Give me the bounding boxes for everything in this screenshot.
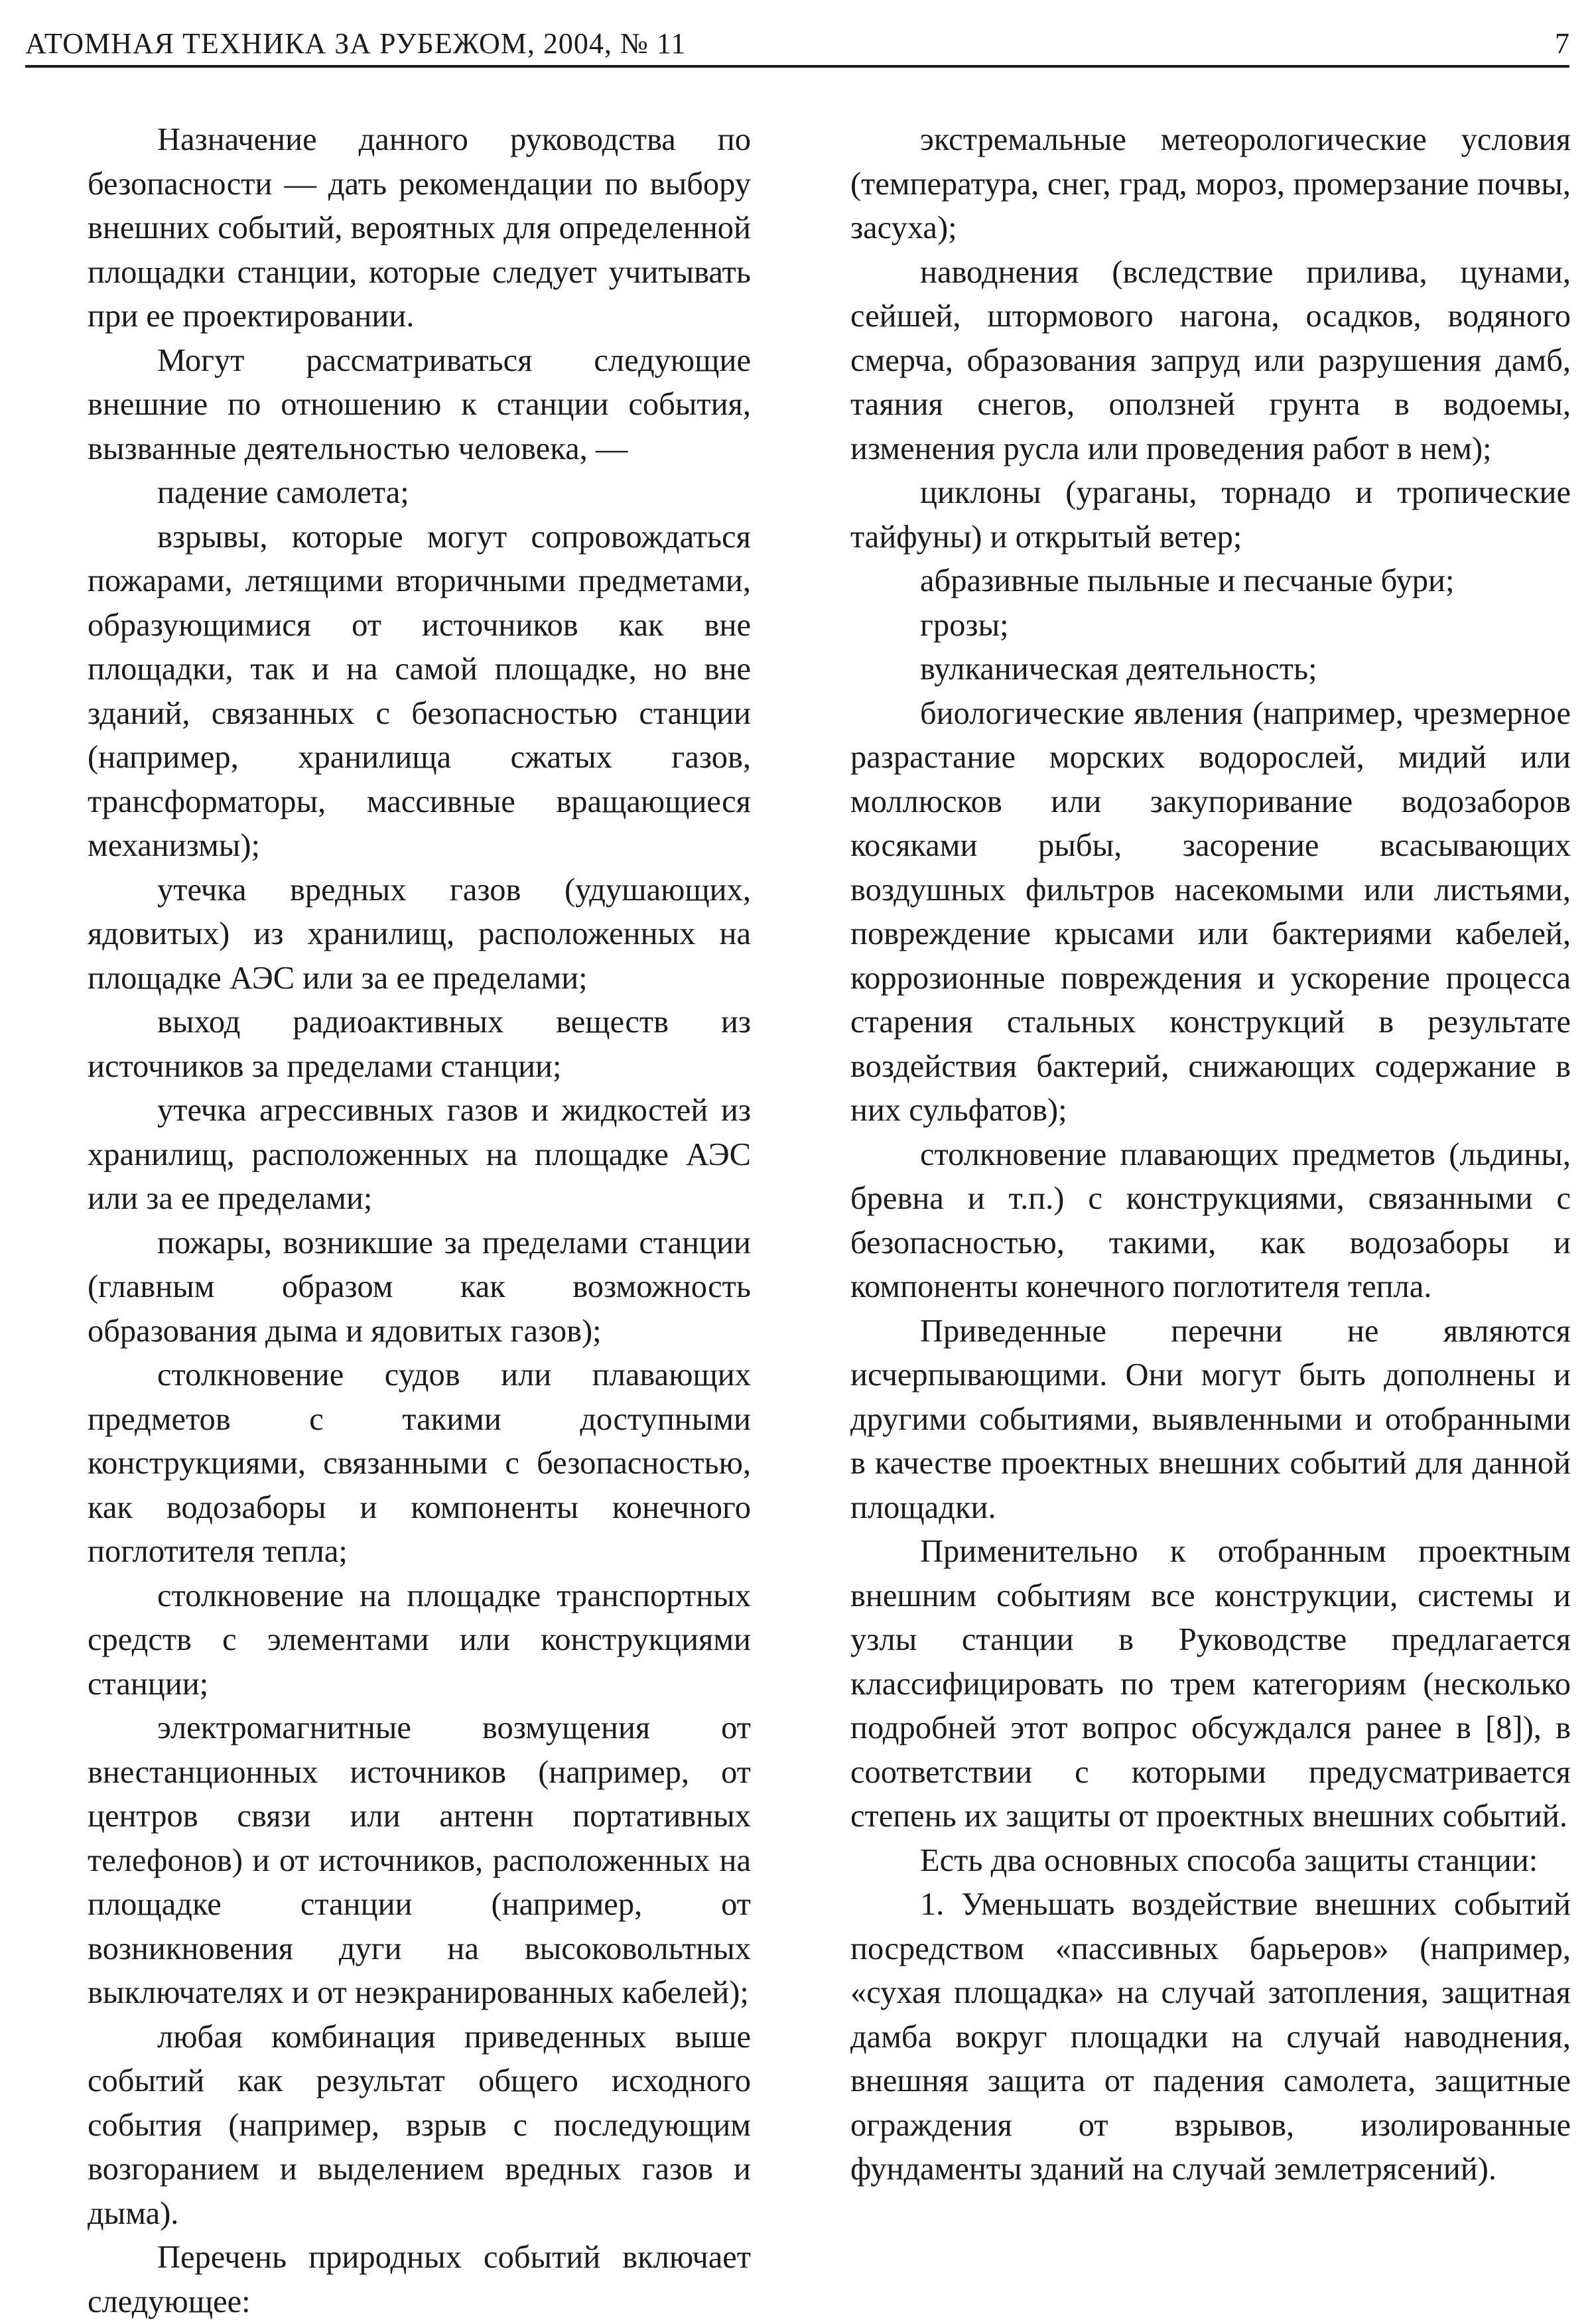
list-item: утечка вредных газов (удушающих, ядовитых) из хранилищ, расположенных на площадке АЭС или за ее пределами; <box>88 872 751 996</box>
paragraph: Перечень природных событий включает следующее: <box>88 2240 751 2319</box>
page-number: 7 <box>1555 27 1569 60</box>
list-item: грозы; <box>920 607 1009 643</box>
list-item: любая комбинация приведенных выше событий как результат общего исходного события (например, взрыв с последующим возгоранием и выделением вредных газов и дыма). <box>88 2019 751 2231</box>
list-item: экстремальные метеорологические условия (температура, снег, град, мороз, промерзание почвы, засуха); <box>850 122 1571 245</box>
list-item: столкновение судов или плавающих предметов с такими доступными конструкциями, связанными с безопасностью, как водозаборы и компоненты конечного поглотителя тепла; <box>88 1357 751 1569</box>
paragraph: Приведенные перечни не являются исчерпывающими. Они могут быть дополнены и другими событиями, выявленными и отобранными в качестве проектных внешних событий для данной площадки. <box>850 1313 1571 1525</box>
list-item: пожары, возникшие за пределами станции (главным образом как возможность образования дыма и ядовитых газов); <box>88 1225 751 1349</box>
list-item: взрывы, которые могут сопровождаться пожарами, летящими вторичными предметами, образующимися от источников как вне площадки, так и на самой площадке, но вне зданий, связанных с безопасностью станции (например, хранилища сжатых газов, трансформаторы, массивные вращающиеся механизмы); <box>88 519 751 863</box>
right-column <box>850 118 1571 2192</box>
numbered-item: 1. Уменьшать воздействие внешних событий посредством «пассивных барьеров» (например, «сухая площадка» на случай затопления, защитная дамба вокруг площадки на случай наводнения, внешняя защита от падения самолета, защитные ограждения от взрывов, изолированные фундаменты зданий на случай землетрясений). <box>850 1887 1571 2187</box>
paragraph: Могут рассматриваться следующие внешние по отношению к станции события, вызванные деятельностью человека, — <box>88 342 751 466</box>
list-item: утечка агрессивных газов и жидкостей из хранилищ, расположенных на площадке АЭС или за ее пределами; <box>88 1093 751 1216</box>
list-item: столкновение плавающих предметов (льдины, бревна и т.п.) с конструкциями, связанными с безопасностью, такими, как водозаборы и компоненты конечного поглотителя тепла. <box>850 1136 1571 1304</box>
list-item: падение самолета; <box>157 475 409 510</box>
paragraph: Назначение данного руководства по безопасности — дать рекомендации по выбору внешних событий, вероятных для определенной площадки станции, которые следует учитывать при ее проектировании. <box>88 122 751 334</box>
list-item: столкновение на площадке транспортных средств с элементами или конструкциями станции; <box>88 1578 751 1702</box>
left-column <box>88 118 751 2324</box>
list-item: выход радиоактивных веществ из источников за пределами станции; <box>88 1004 751 1084</box>
running-header <box>25 27 1569 68</box>
list-item: электромагнитные возмущения от внестанционных источников (например, от центров связи или антенн портативных телефонов) и от источников, расположенных на площадке станции (например, от возникновения дуги на высоковольтных выключателях и от неэкранированных кабелей); <box>88 1710 751 2010</box>
list-item: вулканическая деятельность; <box>920 651 1317 687</box>
list-item: биологические явления (например, чрезмерное разрастание морских водорослей, мидий или моллюсков или закупоривание водозаборов косяками рыбы, засорение всасывающих воздушных фильтров насекомыми или листьями, повреждение крысами или бактериями кабелей, коррозионные повреждения и ускорение процесса старения стальных конструкций в результате воздействия бактерий, снижающих содержание в них сульфатов); <box>850 695 1571 1128</box>
list-item: циклоны (ураганы, торнадо и тропические тайфуны) и открытый ветер; <box>850 475 1571 555</box>
list-item: абразивные пыльные и песчаные бури; <box>920 563 1455 598</box>
list-item: наводнения (вследствие прилива, цунами, сейшей, штормового нагона, осадков, водяного смерча, образования запруд или разрушения дамб, таяния снегов, оползней грунта в водоемы, изменения русла или проведения работ в нем); <box>850 254 1571 466</box>
paragraph: Применительно к отобранным проектным внешним событиям все конструкции, системы и узлы станции в Руководстве предлагается классифицировать по трем категориям (несколько подробней этот вопрос обсуждался ранее в [8]), в соответствии с которыми предусматривается степень их защиты от проектных внешних событий. <box>850 1534 1571 1834</box>
paragraph: Есть два основных способа защиты станции: <box>920 1842 1538 1878</box>
journal-title: АТОМНАЯ ТЕХНИКА ЗА РУБЕЖОМ, 2004, № 11 <box>25 27 687 60</box>
